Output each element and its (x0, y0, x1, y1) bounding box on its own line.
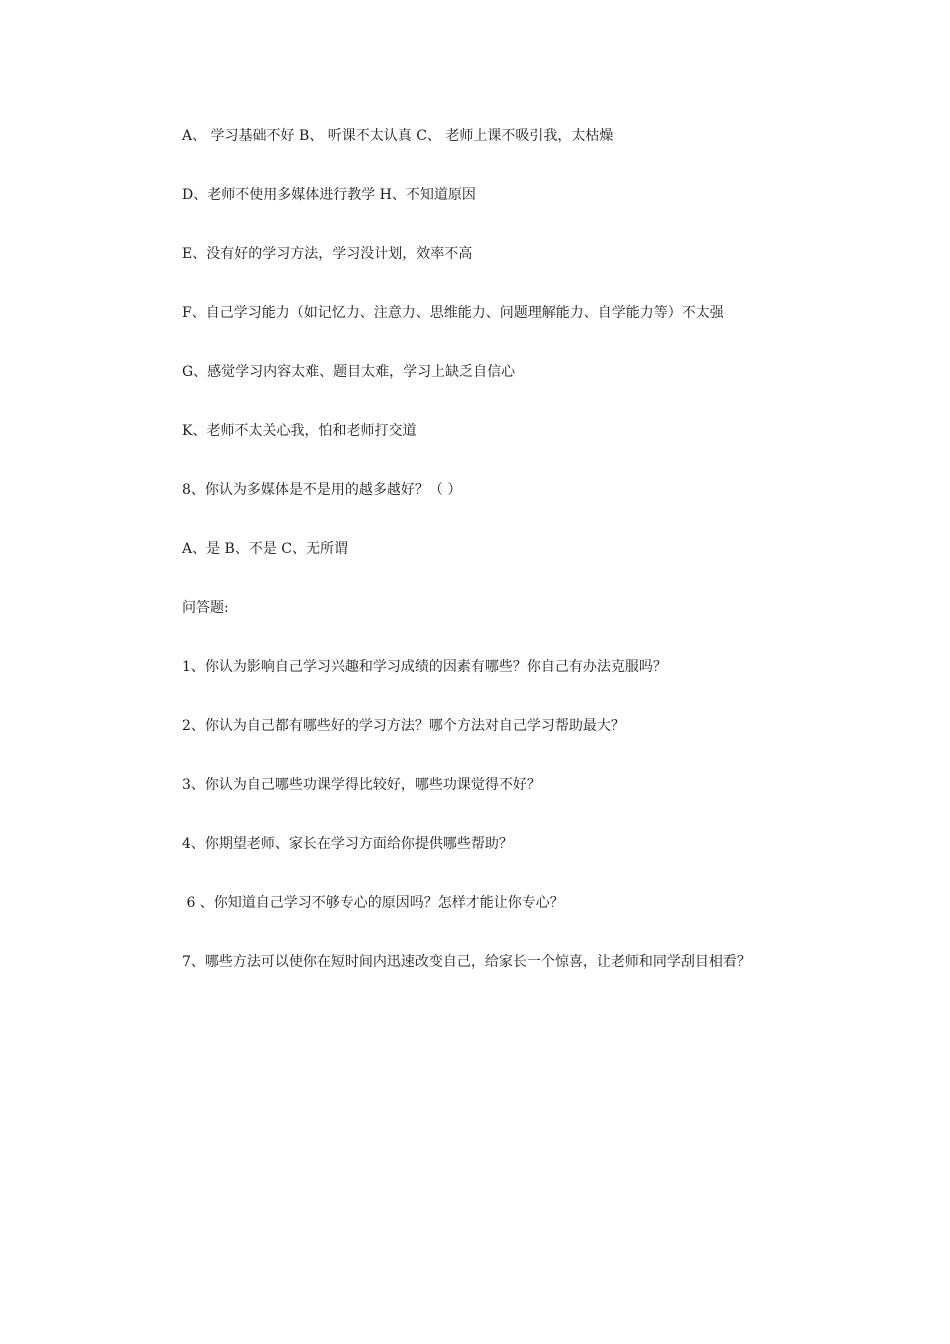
option-line-e: E、没有好的学习方法，学习没计划，效率不高 (182, 246, 473, 262)
qa-question-6: 6 、你知道自己学习不够专心的原因吗？怎样才能让你专心？ (182, 895, 564, 911)
question-8: 8、你认为多媒体是不是用的越多越好？（ ） (182, 482, 462, 498)
option-line-g: G、感觉学习内容太难、题目太难，学习上缺乏自信心 (182, 364, 516, 380)
qa-question-4: 4、你期望老师、家长在学习方面给你提供哪些帮助？ (182, 836, 513, 852)
qa-question-2: 2、你认为自己都有哪些好的学习方法？哪个方法对自己学习帮助最大？ (182, 718, 625, 734)
section-heading-qa: 问答题: (182, 600, 229, 616)
option-line-dh: D、老师不使用多媒体进行教学 H、不知道原因 (182, 187, 476, 203)
option-line-abc: A、 学习基础不好 B、 听课不太认真 C、 老师上课不吸引我，太枯燥 (182, 128, 614, 144)
qa-question-3: 3、你认为自己哪些功课学得比较好，哪些功课觉得不好？ (182, 777, 541, 793)
question-8-options: A、是 B、不是 C、无所谓 (182, 541, 349, 557)
option-line-f: F、自己学习能力（如记忆力、注意力、思维能力、问题理解能力、自学能力等）不太强 (182, 305, 724, 321)
option-line-k: K、老师不太关心我，怕和老师打交道 (182, 423, 417, 439)
qa-question-1: 1、你认为影响自己学习兴趣和学习成绩的因素有哪些？你自己有办法克服吗？ (182, 659, 667, 675)
qa-question-7: 7、哪些方法可以使你在短时间内迅速改变自己，给家长一个惊喜，让老师和同学刮目相看？ (182, 954, 751, 970)
